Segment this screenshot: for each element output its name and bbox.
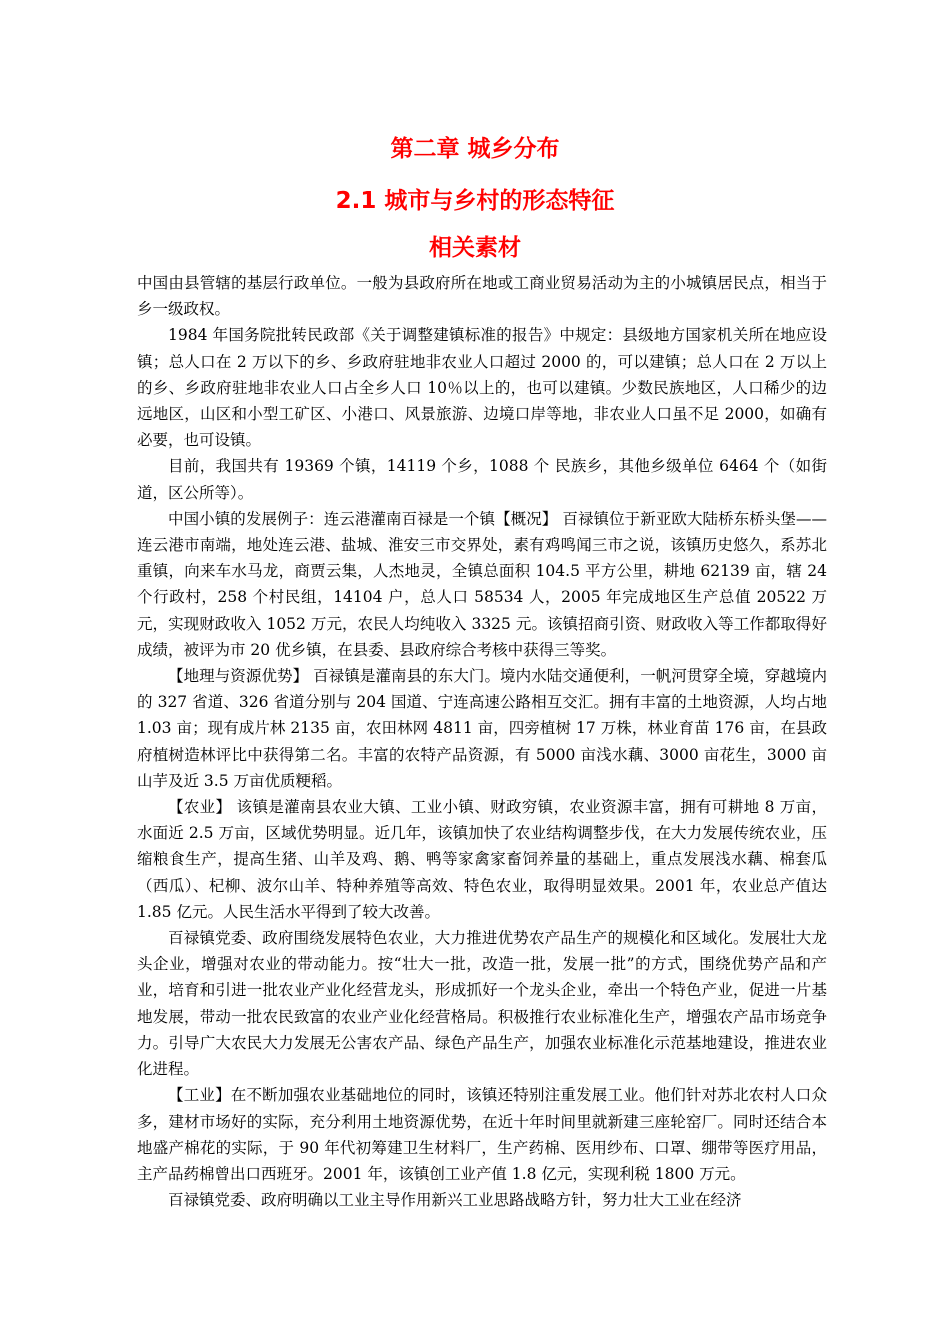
paragraph-overview: 中国小镇的发展例子：连云港灌南百禄是一个镇【概况】 百禄镇位于新亚欧大陆桥东桥头堡——连云港市南端，地处连云港、盐城、淮安三市交界处，素有鸡鸣闻三市之说，该镇历史悠久，系苏北重镇，向来车水马龙，商贾云集，人杰地灵，全镇总面积 104.5 平方公里，耕地 62139 亩，辖 24 个行政村，258 个村民组，14104 户，总人口 58534 人，2005 年完成地区生产总值 20522 万元，实现财政收入 1052 万元，农民人均纯收入 3325 元。该镇招商引资、财政收入等工作都取得好成绩，被评为市 20 优乡镇，在县委、县政府综合考核中获得三等奖。: [137, 509, 827, 659]
paragraph-standard-1984: 1984 年国务院批转民政部《关于调整建镇标准的报告》中规定：县级地方国家机关所在地应设镇；总人口在 2 万以下的乡、乡政府驻地非农业人口超过 2000 的，可以建镇；总人口在 2 万以上的乡、乡政府驻地非农业人口占全乡人口 10％以上的，也可以建镇。少数民族地区，人口稀少的边远地区，山区和小型工矿区、小港口、风景旅游、边境口岸等地，非农业人口虽不足 2000，如确有必要，也可设镇。: [137, 326, 827, 450]
paragraph-definition: 中国由县管辖的基层行政单位。一般为县政府所在地或工商业贸易活动为主的小城镇居民点，相当于乡一级政权。: [137, 274, 827, 319]
paragraph-geography-resources: 【地理与资源优势】 百禄镇是灌南县的东大门。境内水陆交通便利，一帆河贯穿全境，穿越境内的 327 省道、326 省道分别与 204 国道、宁连高速公路相互交汇。拥有丰富的土地资源，人均占地 1.03 亩；现有成片林 2135 亩，农田林网 4811 亩，四旁植树 17 万株，林业育苗 176 亩，在县政府植树造林评比中获得第二名。丰富的农特产品资源，有 5000 亩浅水藕、3000 亩花生，3000 亩山芋及近 3.5 万亩优质粳稻。: [137, 667, 827, 790]
sub-title: 相关素材: [429, 235, 521, 261]
section-title: 2.1 城市与乡村的形态特征: [335, 188, 615, 214]
document-body: [137, 270, 827, 1213]
paragraph-agriculture-policy: 百禄镇党委、政府围绕发展特色农业，大力推进优势农产品生产的规模化和区域化。发展壮大龙头企业，增强对农业的带动能力。按“壮大一批，改造一批，发展一批”的方式，围绕优势产品和产业，培育和引进一批农业产业化经营龙头，形成抓好一个龙头企业，牵出一个特色产业，促进一片基地发展，带动一批农民致富的农业产业化经营格局。积极推行农业标准化生产，增强农产品市场竞争力。引导广大农民大力发展无公害农产品、绿色产品生产，加强农业标准化示范基地建设，推进农业化进程。: [137, 929, 827, 1079]
paragraph-industry: 【工业】在不断加强农业基础地位的同时，该镇还特别注重发展工业。他们针对苏北农村人口众多，建材市场好的实际，充分利用土地资源优势，在近十年时间里就新建三座轮窑厂。同时还结合本地盛产棉花的实际，于 90 年代初筹建卫生材料厂，生产药棉、医用纱布、口罩、绷带等医疗用品，主产品药棉曾出口西班牙。2001 年，该镇创工业产值 1.8 亿元，实现利税 1800 万元。: [137, 1086, 827, 1183]
paragraph-industry-policy: 百禄镇党委、政府明确以工业主导作用新兴工业思路战略方针，努力壮大工业在经济: [168, 1191, 742, 1210]
paragraph-agriculture: 【农业】 该镇是灌南县农业大镇、工业小镇、财政穷镇，农业资源丰富，拥有可耕地 8 万亩，水面近 2.5 万亩，区域优势明显。近几年，该镇加快了农业结构调整步伐，在大力发展传统农业，压缩粮食生产，提高生猪、山羊及鸡、鹅、鸭等家禽家畜饲养量的基础上，重点发展浅水藕、棉套瓜（西瓜）、杞柳、波尔山羊、特种养殖等高效、特色农业，取得明显效果。2001 年，农业总产值达 1.85 亿元。人民生活水平得到了较大改善。: [137, 798, 827, 921]
paragraph-statistics: 目前，我国共有 19369 个镇，14119 个乡，1088 个 民族乡，其他乡级单位 6464 个（如街道，区公所等）。: [137, 457, 827, 502]
chapter-title: 第二章 城乡分布: [390, 136, 560, 162]
